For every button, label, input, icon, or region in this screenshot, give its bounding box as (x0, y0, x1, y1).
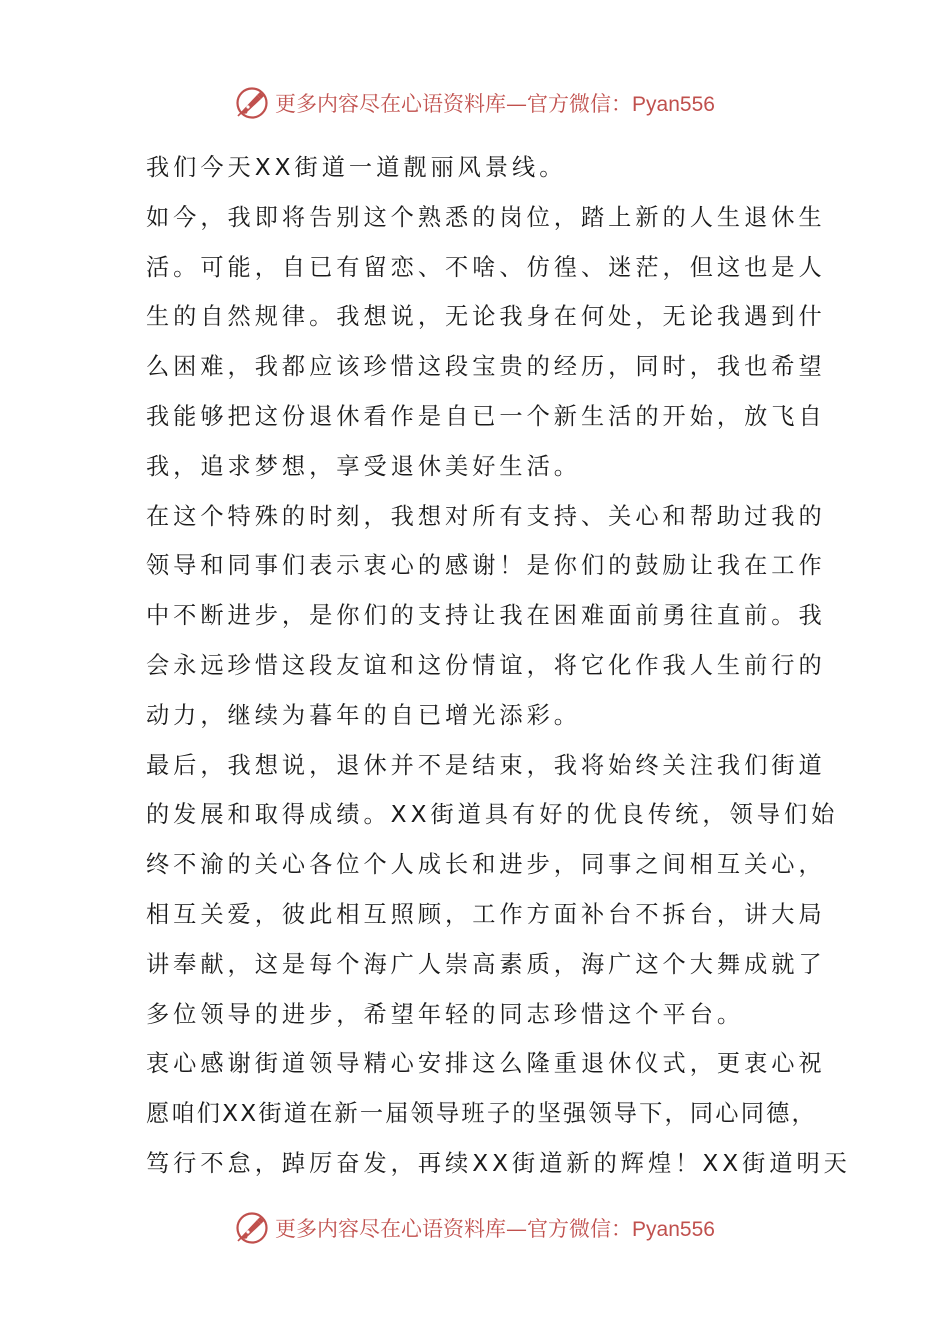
body-line: 的发展和取得成绩。XX街道具有好的优良传统，领导们始 (146, 801, 839, 829)
body-line: 最后，我想说，退休并不是结束，我将始终关注我们街道 (146, 751, 826, 779)
body-line: 终不渝的关心各位个人成长和进步，同事之间相互关心， (146, 851, 826, 879)
body-line: 我，追求梦想，享受退休美好生活。 (146, 452, 581, 480)
header-watermark-text: 更多内容尽在心语资料库—官方微信：Pyan556 (275, 92, 715, 116)
body-line: 我能够把这份退休看作是自已一个新生活的开始，放飞自 (146, 402, 826, 430)
body-line: 活。可能，自已有留恋、不啥、仿徨、迷茫，但这也是人 (146, 253, 826, 281)
body-line: 笃行不怠，踔厉奋发，再续XX街道新的辉煌！XX街道明天 (146, 1149, 851, 1177)
header-watermark (0, 78, 950, 128)
body-line: 相互关爱，彼此相互照顾，工作方面补台不拆台，讲大局 (146, 900, 826, 928)
footer-watermark-handle: Pyan556 (632, 1218, 715, 1241)
body-line: 中不断进步，是你们的支持让我在困难面前勇往直前。我 (146, 602, 826, 630)
body-line: 在这个特殊的时刻，我想对所有支持、关心和帮助过我的 (146, 502, 826, 530)
footer-watermark (0, 1203, 950, 1253)
body-line: 愿咱们XX街道在新一届领导班子的坚强领导下，同心同德， (146, 1100, 817, 1128)
document-body (146, 143, 851, 1189)
body-line: 会永远珍惜这段友谊和这份情谊，将它化作我人生前行的 (146, 651, 826, 679)
body-line: 多位领导的进步，希望年轻的同志珍惜这个平台。 (146, 1000, 745, 1028)
body-line: 讲奉献，这是每个海广人崇高素质，海广这个大舞成就了 (146, 950, 826, 978)
header-watermark-handle: Pyan556 (632, 93, 715, 116)
body-line: 么困难，我都应该珍惜这段宝贵的经历，同时，我也希望 (146, 353, 826, 381)
pen-nib-logo-icon (235, 1211, 269, 1245)
pen-nib-logo-icon (235, 86, 269, 120)
body-line: 领导和同事们表示衷心的感谢！是你们的鼓励让我在工作 (146, 552, 826, 580)
body-line: 我们今天XX街道一道靓丽风景线。 (146, 154, 567, 181)
body-line: 动力，继续为暮年的自已增光添彩。 (146, 701, 581, 729)
body-line: 衷心感谢街道领导精心安排这么隆重退休仪式，更衷心祝 (146, 1050, 826, 1078)
body-line: 如今，我即将告别这个熟悉的岗位，踏上新的人生退休生 (146, 203, 826, 231)
body-line: 生的自然规律。我想说，无论我身在何处，无论我遇到什 (146, 303, 826, 331)
footer-watermark-text: 更多内容尽在心语资料库—官方微信：Pyan556 (275, 1217, 715, 1241)
